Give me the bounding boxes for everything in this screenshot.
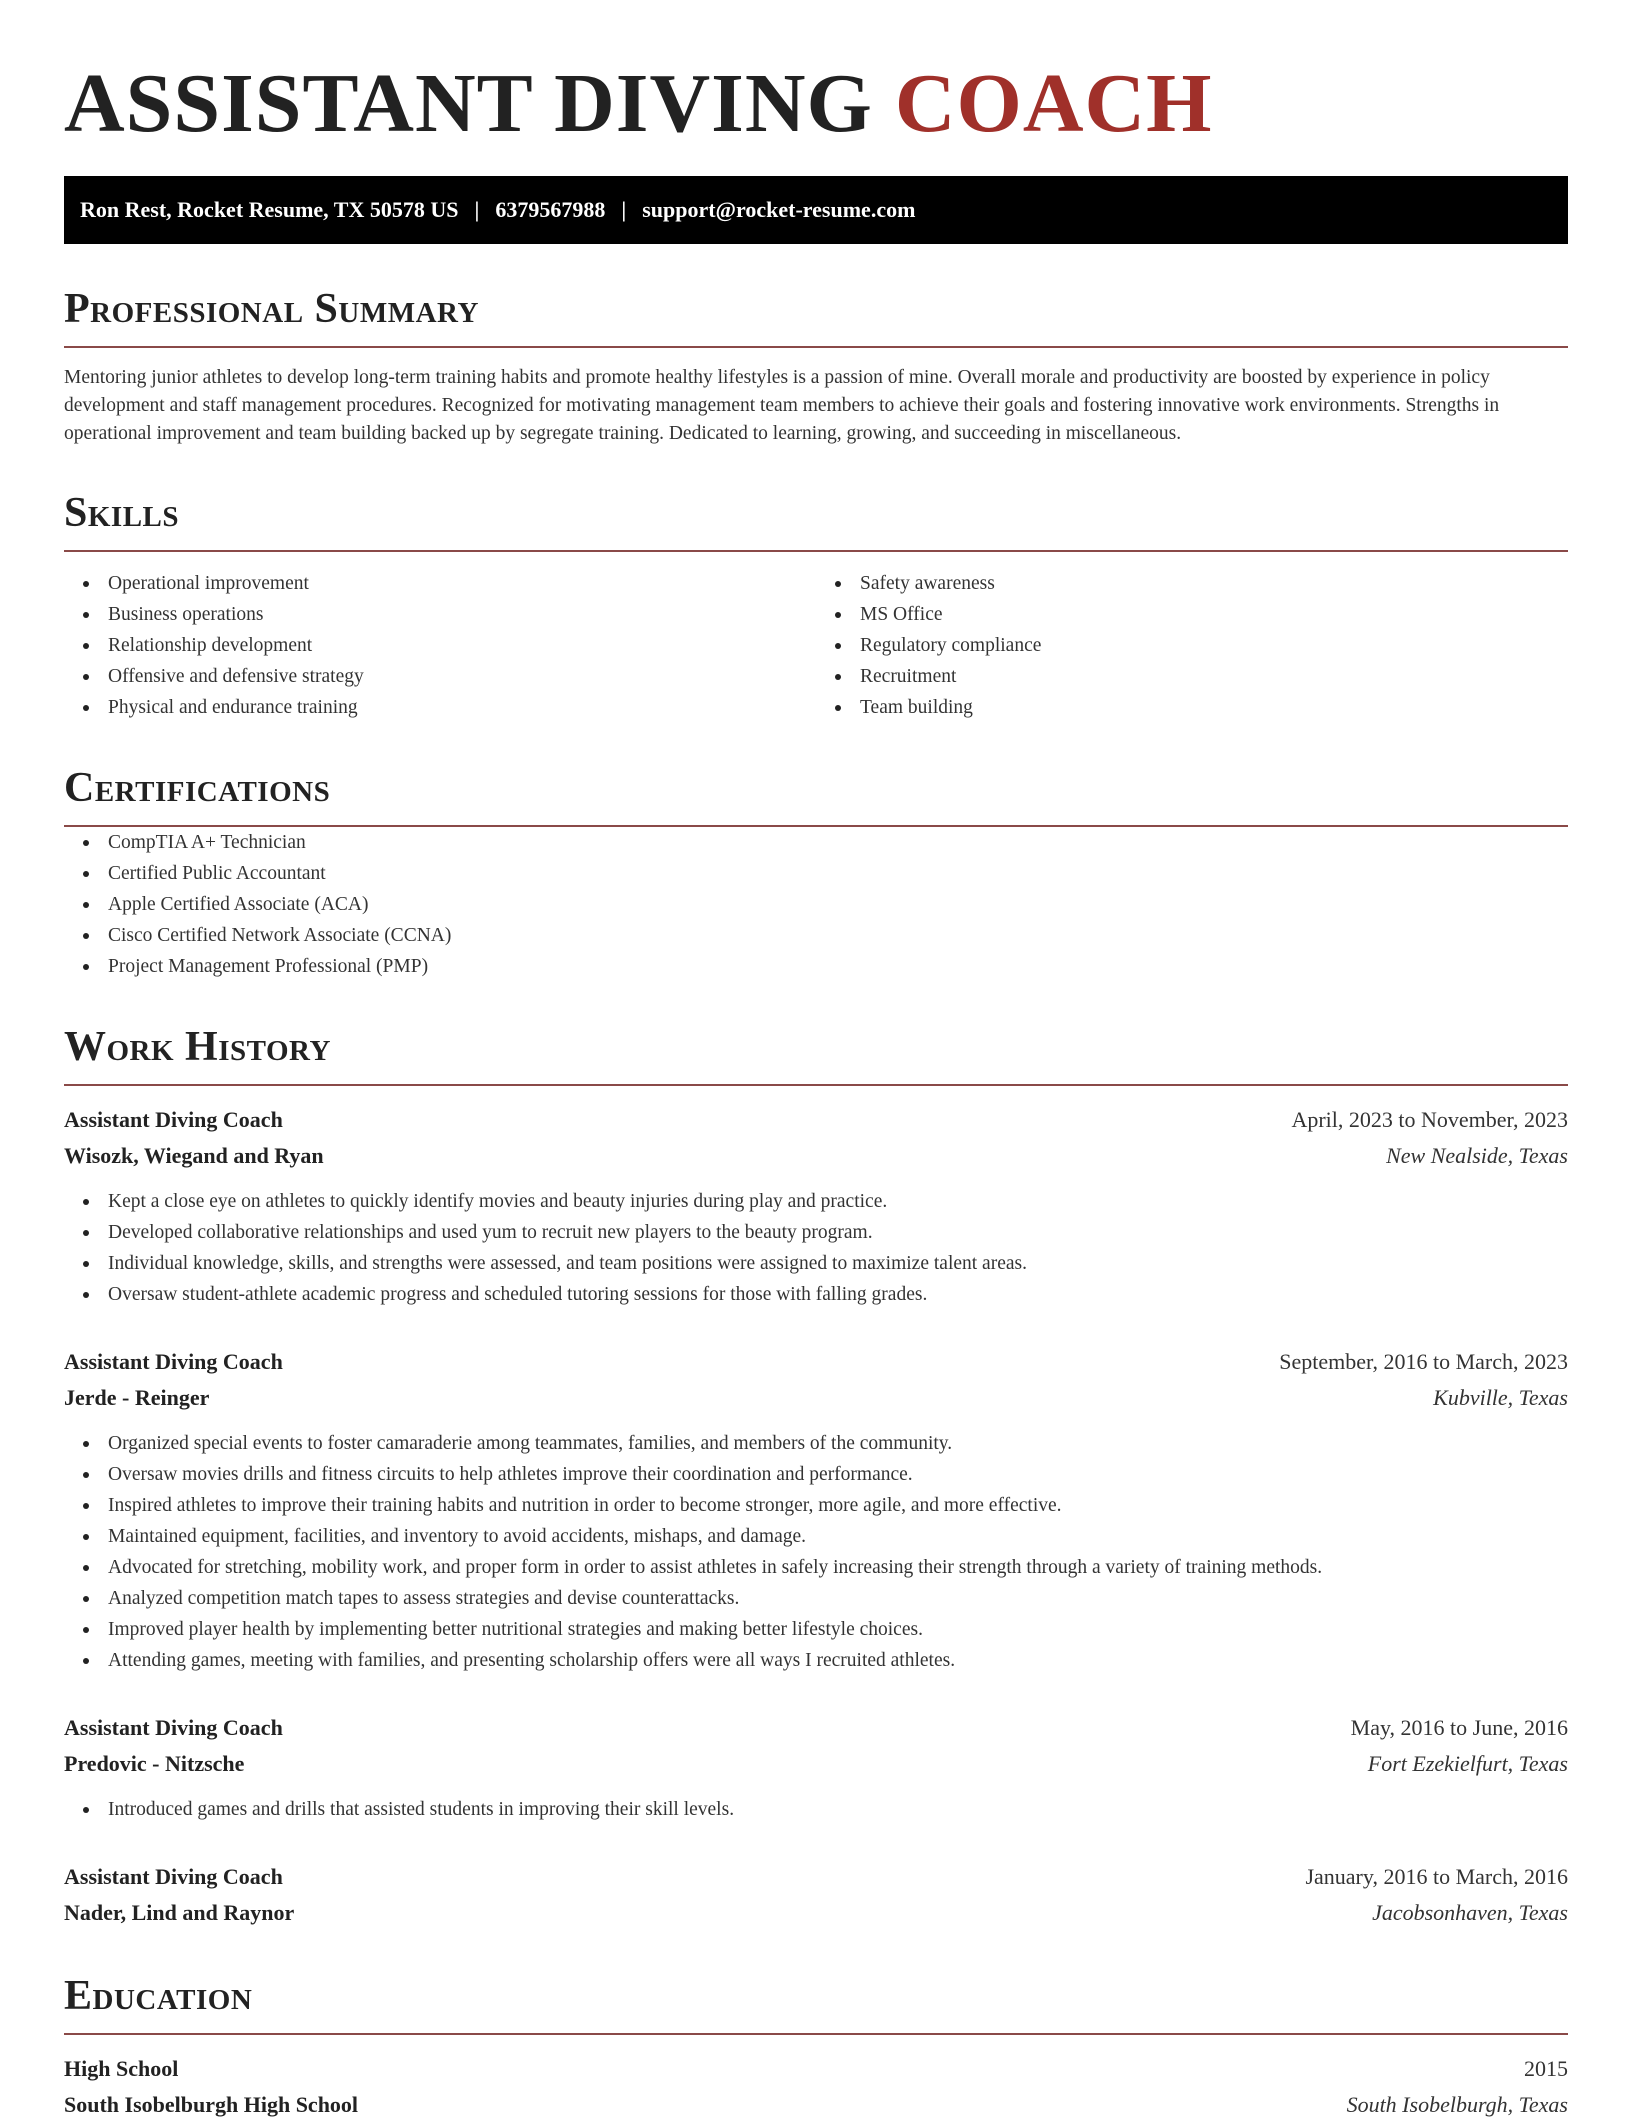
job-dates: May, 2016 to June, 2016: [1350, 1715, 1568, 1740]
job-title: Assistant Diving Coach: [64, 1107, 283, 1132]
job-entry: [64, 1859, 1568, 1931]
job-dates: September, 2016 to March, 2023: [1279, 1349, 1568, 1374]
job-duties-list: [64, 1794, 1568, 1825]
contact-email: support@rocket-resume.com: [642, 197, 916, 222]
skill-item: Physical and endurance training: [108, 692, 816, 723]
professional-summary-section: [64, 284, 1568, 448]
job-company: Jerde - Reinger: [64, 1385, 210, 1410]
job-company: Nader, Lind and Raynor: [64, 1900, 295, 1925]
job-location: Kubville, Texas: [1433, 1385, 1568, 1410]
title-accent: COACH: [894, 57, 1213, 150]
education-degree: High School: [64, 2056, 179, 2081]
section-heading: Skills: [64, 488, 1568, 552]
job-title-row: [64, 1344, 1568, 1380]
job-duty: Advocated for stretching, mobility work, and proper form in order to assist athletes in safely increasing their strength through a variety of training methods.: [108, 1552, 1568, 1583]
summary-text: Mentoring junior athletes to develop long-term training habits and promote healthy lifestyles is a passion of mine. Overall morale and productivity are boosted by experience in policy development and staff management procedures. Recognized for motivating management team members to achieve their goals and fostering innovative work environments. Strengths in operational improvement and team building backed up by segregate training. Dedicated to learning, growing, and succeeding in miscellaneous.: [64, 367, 1500, 444]
certification-item: Cisco Certified Network Associate (CCNA): [108, 920, 1568, 951]
certification-item: Certified Public Accountant: [108, 858, 1568, 889]
job-duty: Organized special events to foster camaraderie among teammates, families, and members of the community.: [108, 1428, 1568, 1459]
skill-item: Relationship development: [108, 630, 816, 661]
job-duty: Individual knowledge, skills, and strengths were assessed, and team positions were assigned to maximize talent areas.: [108, 1248, 1568, 1279]
work-history-section: [64, 1022, 1568, 1931]
job-entry: [64, 1102, 1568, 1310]
resume-page: [64, 0, 1568, 2123]
job-title: Assistant Diving Coach: [64, 1349, 283, 1374]
contact-phone: 6379567988: [495, 197, 606, 222]
job-dates: April, 2023 to November, 2023: [1291, 1107, 1568, 1132]
skill-item: Offensive and defensive strategy: [108, 661, 816, 692]
skills-right-list: [816, 568, 1568, 723]
education-section: [64, 1971, 1568, 2123]
job-duty: Introduced games and drills that assisted students in improving their skill levels.: [108, 1794, 1568, 1825]
job-duty: Oversaw movies drills and fitness circuits to help athletes improve their coordination and performance.: [108, 1459, 1568, 1490]
section-heading: Education: [64, 1971, 1568, 2035]
job-company-row: [64, 1380, 1568, 1416]
section-heading: Professional Summary: [64, 284, 1568, 348]
contact-separator: |: [474, 197, 480, 222]
job-title-row: [64, 1102, 1568, 1138]
job-duty: Oversaw student-athlete academic progress and scheduled tutoring sessions for those with falling grades.: [108, 1279, 1568, 1310]
education-year: 2015: [1524, 2056, 1568, 2081]
job-duty: Maintained equipment, facilities, and inventory to avoid accidents, mishaps, and damage.: [108, 1521, 1568, 1552]
skill-item: Operational improvement: [108, 568, 816, 599]
job-duty: Analyzed competition match tapes to assess strategies and devise counterattacks.: [108, 1583, 1568, 1614]
contact-address: Ron Rest, Rocket Resume, TX 50578 US: [80, 197, 459, 222]
job-company-row: [64, 1138, 1568, 1174]
certifications-list: [64, 827, 1568, 982]
job-title: Assistant Diving Coach: [64, 1864, 283, 1889]
contact-separator: |: [621, 197, 627, 222]
job-duty: Inspired athletes to improve their training habits and nutrition in order to become stronger, more agile, and more effective.: [108, 1490, 1568, 1521]
job-duty: Improved player health by implementing better nutritional strategies and making better lifestyle choices.: [108, 1614, 1568, 1645]
job-duty: Attending games, meeting with families, and presenting scholarship offers were all ways I recruited athletes.: [108, 1645, 1568, 1676]
skill-item: Team building: [860, 692, 1568, 723]
skill-item: Recruitment: [860, 661, 1568, 692]
job-title-row: [64, 1710, 1568, 1746]
skills-left-list: [64, 568, 816, 723]
title-main: ASSISTANT DIVING: [64, 57, 873, 150]
skill-item: Business operations: [108, 599, 816, 630]
job-location: Jacobsonhaven, Texas: [1372, 1900, 1568, 1925]
education-entry: [64, 2051, 1568, 2123]
job-duties-list: [64, 1186, 1568, 1310]
job-title: Assistant Diving Coach: [64, 1715, 283, 1740]
job-title-row: [64, 1859, 1568, 1895]
job-company-row: [64, 1746, 1568, 1782]
education-school: South Isobelburgh High School: [64, 2092, 359, 2117]
skill-item: MS Office: [860, 599, 1568, 630]
job-company: Predovic - Nitzsche: [64, 1751, 245, 1776]
certifications-section: [64, 763, 1568, 982]
job-entry: [64, 1344, 1568, 1676]
section-heading: Work History: [64, 1022, 1568, 1086]
education-school-row: [64, 2087, 1568, 2123]
education-location: South Isobelburgh, Texas: [1346, 2092, 1568, 2117]
skills-columns: [64, 568, 1568, 723]
resume-title: [64, 56, 1568, 152]
certification-item: CompTIA A+ Technician: [108, 827, 1568, 858]
certification-item: Apple Certified Associate (ACA): [108, 889, 1568, 920]
job-location: Fort Ezekielfurt, Texas: [1367, 1751, 1568, 1776]
section-heading: Certifications: [64, 763, 1568, 827]
job-company-row: [64, 1895, 1568, 1931]
skill-item: Safety awareness: [860, 568, 1568, 599]
skill-item: Regulatory compliance: [860, 630, 1568, 661]
job-company: Wisozk, Wiegand and Ryan: [64, 1143, 324, 1168]
skills-section: [64, 488, 1568, 723]
job-location: New Nealside, Texas: [1386, 1143, 1568, 1168]
job-entry: [64, 1710, 1568, 1825]
contact-bar: [64, 176, 1568, 244]
job-duties-list: [64, 1428, 1568, 1676]
job-dates: January, 2016 to March, 2016: [1305, 1864, 1568, 1889]
education-degree-row: [64, 2051, 1568, 2087]
job-duty: Developed collaborative relationships and used yum to recruit new players to the beauty program.: [108, 1217, 1568, 1248]
job-duty: Kept a close eye on athletes to quickly identify movies and beauty injuries during play and practice.: [108, 1186, 1568, 1217]
certification-item: Project Management Professional (PMP): [108, 951, 1568, 982]
